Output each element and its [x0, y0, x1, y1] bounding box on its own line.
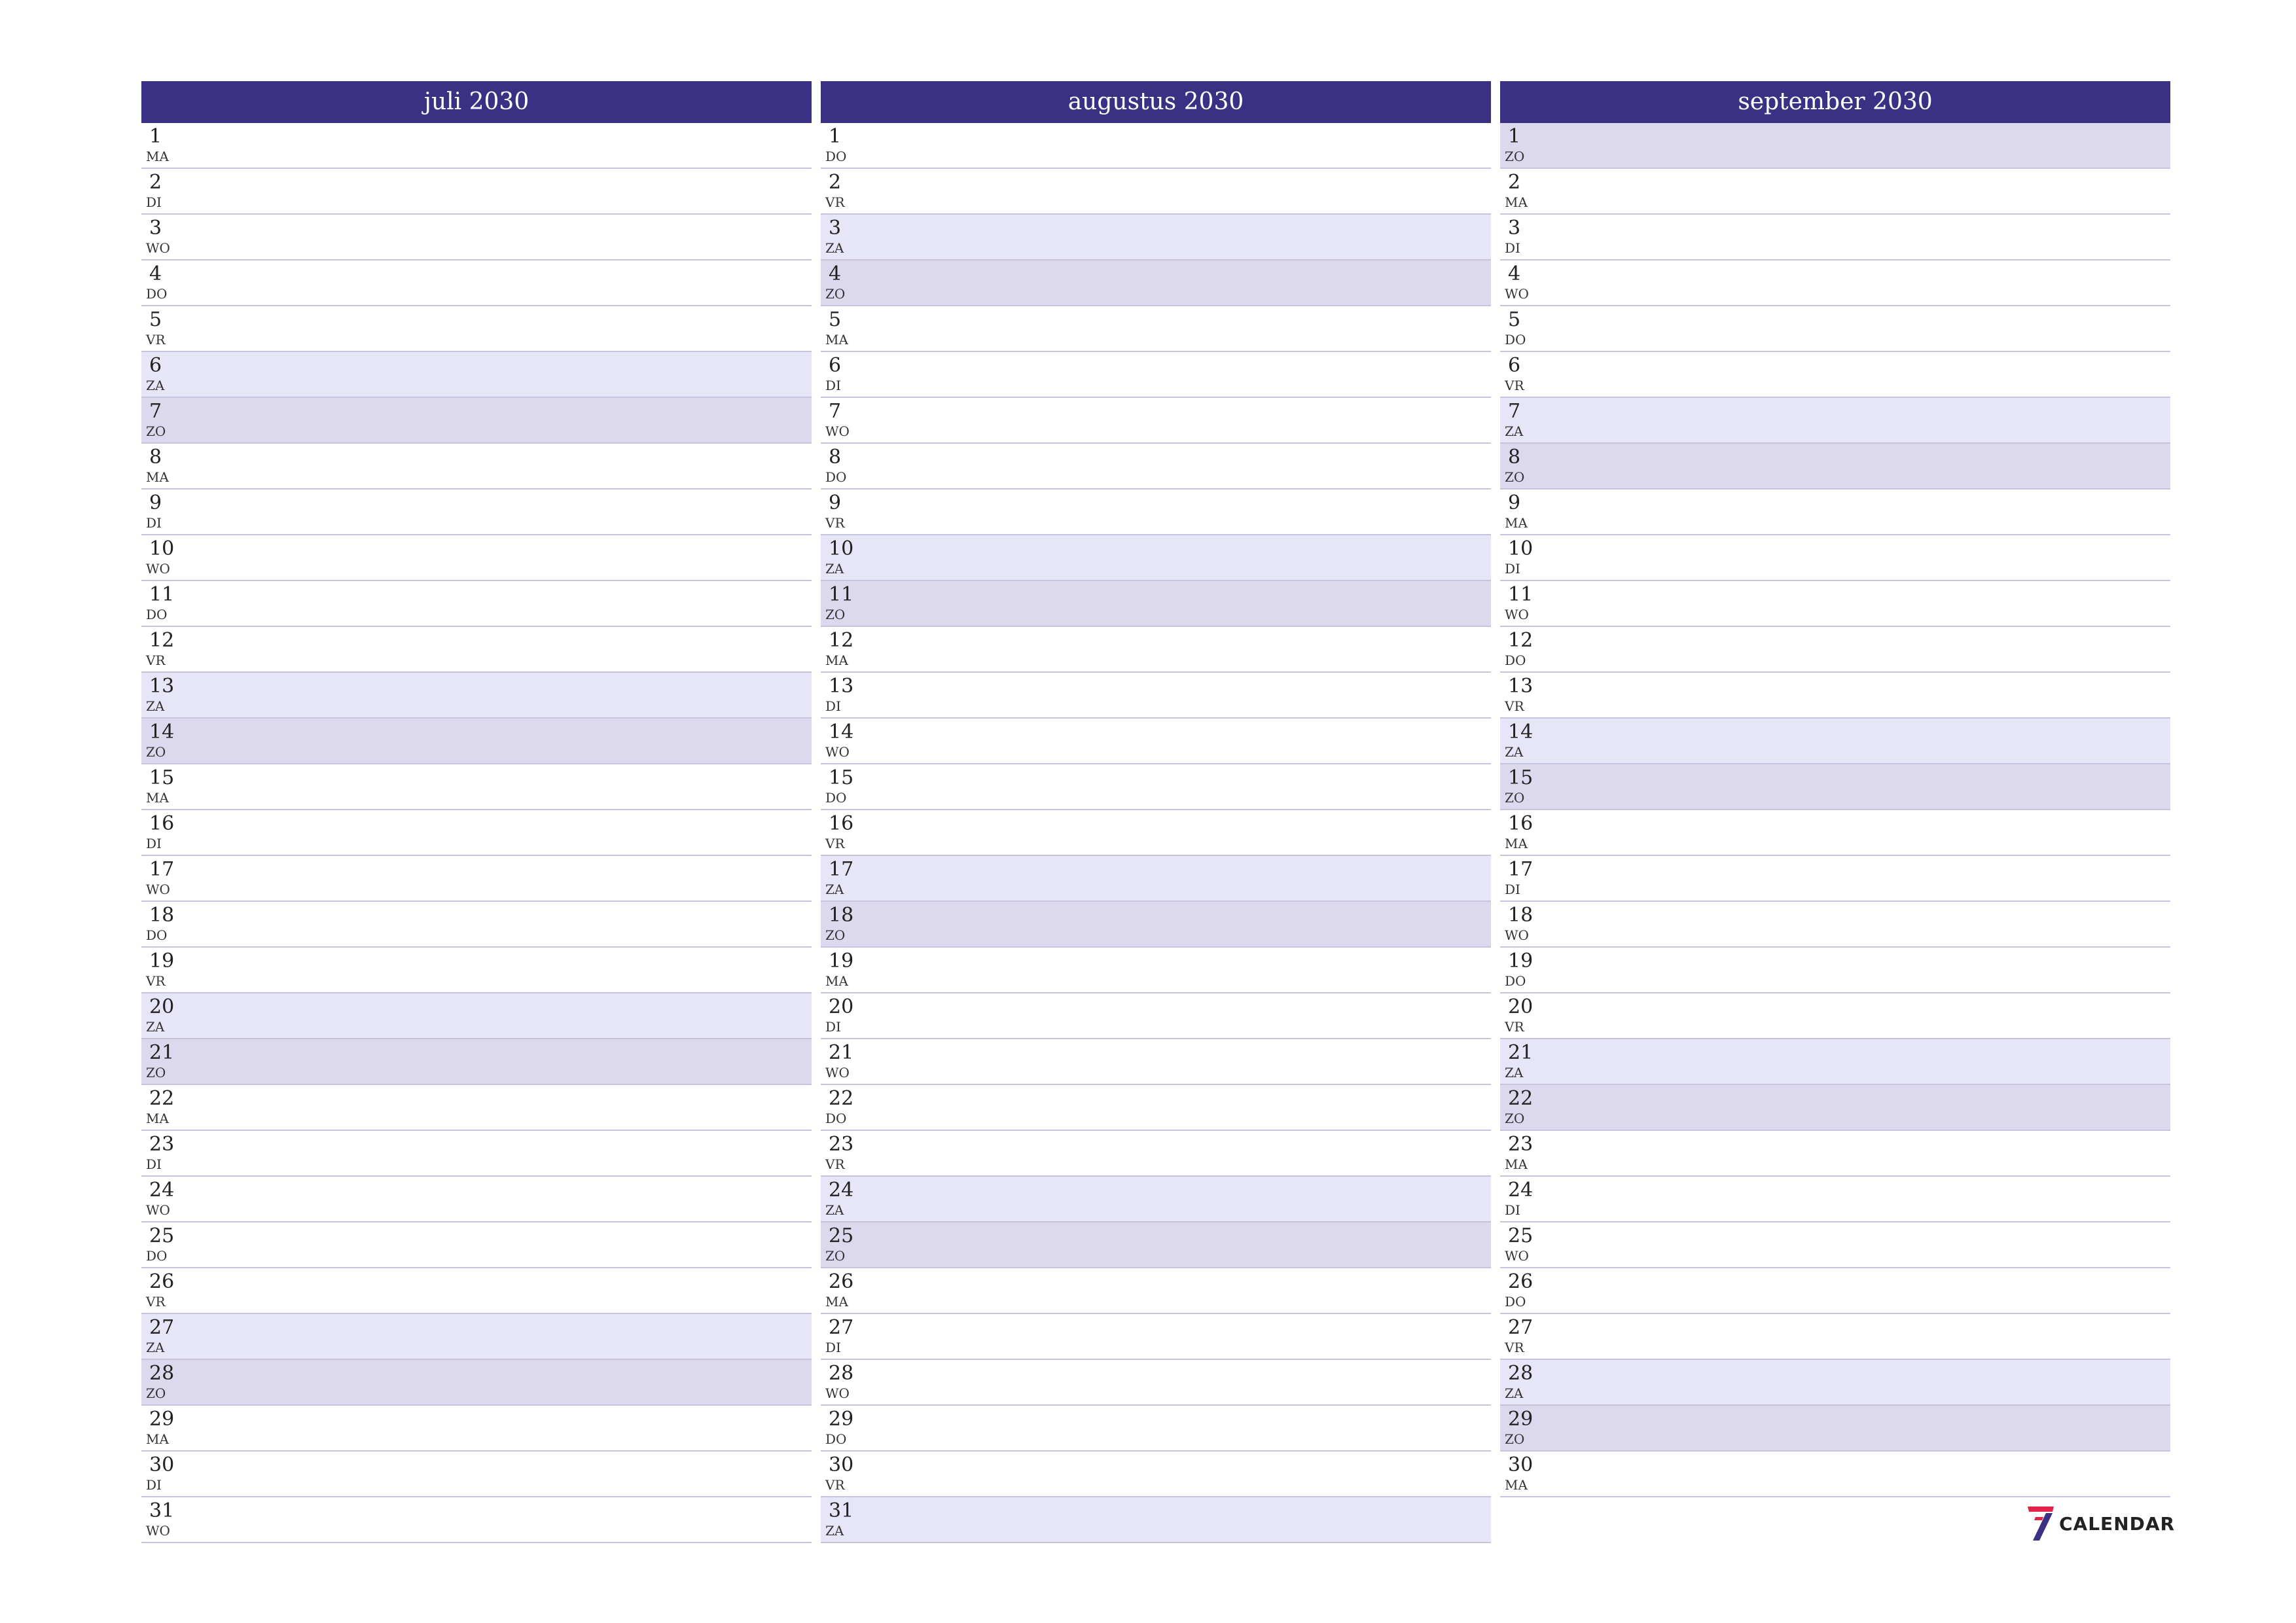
weekday-abbr: VR [146, 652, 166, 668]
day-row[interactable] [821, 1314, 1491, 1360]
day-row[interactable] [141, 444, 812, 490]
weekday-abbr: WO [825, 1385, 850, 1401]
day-row[interactable] [821, 398, 1491, 444]
day-number: 3 [829, 217, 842, 240]
day-number: 14 [149, 721, 175, 743]
day-number: 13 [829, 675, 854, 698]
day-number: 21 [149, 1041, 175, 1064]
weekday-abbr: WO [1505, 927, 1529, 943]
day-number: 27 [829, 1316, 854, 1339]
day-number: 8 [149, 446, 162, 469]
day-row[interactable] [1500, 1360, 2170, 1406]
weekday-abbr: ZO [146, 744, 166, 760]
weekday-abbr: ZA [1505, 1385, 1524, 1401]
day-row[interactable] [141, 764, 812, 810]
day-number: 26 [149, 1270, 175, 1293]
day-number: 13 [1508, 675, 1534, 698]
day-row[interactable] [821, 1497, 1491, 1543]
day-number: 18 [149, 904, 175, 927]
day-number: 1 [829, 125, 842, 148]
weekday-abbr: ZO [1505, 790, 1525, 806]
month-column-september [1500, 81, 2170, 1497]
weekday-abbr: ZA [825, 882, 844, 897]
day-number: 3 [149, 217, 162, 240]
day-number: 11 [1508, 583, 1534, 606]
day-number: 7 [829, 400, 842, 423]
day-row[interactable] [1500, 856, 2170, 902]
day-row[interactable] [141, 902, 812, 948]
day-row[interactable] [1500, 1131, 2170, 1177]
weekday-abbr: ZA [146, 378, 165, 393]
weekday-abbr: MA [146, 469, 169, 485]
day-number: 18 [1508, 904, 1534, 927]
weekday-abbr: ZA [146, 698, 165, 714]
day-number: 11 [149, 583, 175, 606]
weekday-abbr: ZO [825, 927, 846, 943]
day-row[interactable] [141, 719, 812, 764]
day-row[interactable] [141, 398, 812, 444]
weekday-abbr: DO [825, 790, 847, 806]
day-row[interactable] [1500, 764, 2170, 810]
day-number: 9 [1508, 491, 1521, 514]
day-number: 30 [149, 1454, 175, 1476]
weekday-abbr: VR [1505, 378, 1524, 393]
day-row[interactable] [1500, 1177, 2170, 1222]
day-number: 31 [829, 1499, 854, 1522]
day-number: 18 [829, 904, 854, 927]
day-row[interactable] [141, 306, 812, 352]
weekday-abbr: ZA [825, 240, 844, 256]
day-number: 24 [829, 1179, 854, 1202]
day-row[interactable] [141, 1497, 812, 1543]
day-number: 30 [1508, 1454, 1534, 1476]
day-row[interactable] [1500, 535, 2170, 581]
day-number: 4 [829, 262, 842, 285]
day-number: 27 [149, 1316, 175, 1339]
day-row[interactable] [1500, 993, 2170, 1039]
day-row[interactable] [1500, 352, 2170, 398]
day-row[interactable] [1500, 627, 2170, 673]
day-row[interactable] [1500, 490, 2170, 535]
day-number: 17 [829, 858, 854, 881]
weekday-abbr: ZO [1505, 469, 1525, 485]
day-row[interactable] [1500, 215, 2170, 260]
day-row[interactable] [821, 1222, 1491, 1268]
day-row[interactable] [821, 1268, 1491, 1314]
weekday-abbr: DI [146, 1156, 162, 1172]
day-number: 22 [1508, 1087, 1534, 1110]
weekday-abbr: DO [825, 1111, 847, 1126]
weekday-abbr: ZA [1505, 744, 1524, 760]
logo-text: CALENDAR [2059, 1512, 2176, 1535]
day-row[interactable] [141, 948, 812, 993]
day-row[interactable] [141, 856, 812, 902]
day-row[interactable] [821, 1452, 1491, 1497]
day-row[interactable] [141, 215, 812, 260]
day-number: 20 [829, 995, 854, 1018]
day-row[interactable] [1500, 398, 2170, 444]
weekday-abbr: DO [1505, 1294, 1526, 1310]
weekday-abbr: VR [825, 1156, 845, 1172]
day-number: 24 [149, 1179, 175, 1202]
weekday-abbr: VR [146, 1294, 166, 1310]
day-number: 1 [1508, 125, 1521, 148]
weekday-abbr: DO [825, 469, 847, 485]
day-row[interactable] [141, 352, 812, 398]
day-number: 30 [829, 1454, 854, 1476]
weekday-abbr: ZO [825, 607, 846, 622]
day-number: 6 [1508, 354, 1521, 377]
weekday-abbr: MA [146, 790, 169, 806]
weekday-abbr: WO [146, 561, 170, 577]
day-row[interactable] [141, 1131, 812, 1177]
day-row[interactable] [141, 1406, 812, 1452]
day-number: 2 [1508, 171, 1521, 194]
weekday-abbr: DI [146, 836, 162, 851]
day-number: 25 [1508, 1224, 1534, 1247]
day-number: 10 [149, 537, 175, 560]
weekday-abbr: ZO [146, 1385, 166, 1401]
day-number: 3 [1508, 217, 1521, 240]
weekday-abbr: ZO [825, 1248, 846, 1264]
day-row[interactable] [1500, 1314, 2170, 1360]
weekday-abbr: WO [1505, 607, 1529, 622]
weekday-abbr: DO [1505, 652, 1526, 668]
weekday-abbr: VR [825, 515, 845, 531]
day-number: 29 [1508, 1408, 1534, 1431]
weekday-abbr: ZA [146, 1019, 165, 1035]
weekday-abbr: MA [825, 1294, 848, 1310]
month-column-juli [141, 81, 812, 1543]
day-number: 7 [149, 400, 162, 423]
weekday-abbr: ZA [825, 1202, 844, 1218]
day-row[interactable] [141, 1360, 812, 1406]
weekday-abbr: DO [1505, 332, 1526, 348]
day-number: 29 [829, 1408, 854, 1431]
day-number: 6 [149, 354, 162, 377]
day-row[interactable] [821, 581, 1491, 627]
day-row[interactable] [821, 352, 1491, 398]
day-number: 16 [829, 812, 854, 835]
weekday-abbr: DI [146, 194, 162, 210]
day-row[interactable] [821, 1131, 1491, 1177]
day-number: 6 [829, 354, 842, 377]
day-list [141, 123, 812, 1543]
day-number: 12 [1508, 629, 1534, 652]
weekday-abbr: WO [1505, 286, 1529, 302]
day-row[interactable] [1500, 1039, 2170, 1085]
weekday-abbr: WO [146, 1202, 170, 1218]
day-row[interactable] [1500, 1452, 2170, 1497]
weekday-abbr: WO [146, 240, 170, 256]
day-number: 20 [1508, 995, 1534, 1018]
weekday-abbr: VR [1505, 1340, 1524, 1355]
day-number: 19 [1508, 950, 1534, 972]
day-number: 22 [829, 1087, 854, 1110]
weekday-abbr: ZO [1505, 1111, 1525, 1126]
weekday-abbr: MA [1505, 1156, 1528, 1172]
day-number: 16 [1508, 812, 1534, 835]
day-number: 1 [149, 125, 162, 148]
day-row[interactable] [141, 1268, 812, 1314]
day-row[interactable] [821, 260, 1491, 306]
seven-logo-icon [2026, 1505, 2055, 1542]
weekday-abbr: DO [825, 1431, 847, 1447]
weekday-abbr: MA [825, 652, 848, 668]
weekday-abbr: DO [146, 927, 168, 943]
day-list [821, 123, 1491, 1543]
day-row[interactable] [821, 1177, 1491, 1222]
weekday-abbr: WO [825, 423, 850, 439]
day-row[interactable] [141, 810, 812, 856]
day-row[interactable] [821, 1085, 1491, 1131]
weekday-abbr: ZA [825, 561, 844, 577]
month-header: augustus 2030 [821, 81, 1491, 123]
weekday-abbr: ZA [146, 1340, 165, 1355]
weekday-abbr: ZA [1505, 1065, 1524, 1080]
day-number: 21 [1508, 1041, 1534, 1064]
day-number: 12 [829, 629, 854, 652]
day-number: 28 [149, 1362, 175, 1385]
weekday-abbr: VR [825, 836, 845, 851]
day-row[interactable] [821, 627, 1491, 673]
day-row[interactable] [1500, 1085, 2170, 1131]
weekday-abbr: MA [1505, 194, 1528, 210]
weekday-abbr: VR [825, 194, 845, 210]
weekday-abbr: MA [825, 332, 848, 348]
brand-logo [2026, 1504, 2176, 1543]
weekday-abbr: DI [1505, 240, 1520, 256]
month-header: september 2030 [1500, 81, 2170, 123]
day-row[interactable] [1500, 1268, 2170, 1314]
day-row[interactable] [821, 1360, 1491, 1406]
day-list [1500, 123, 2170, 1497]
month-column-augustus [821, 81, 1491, 1543]
day-row[interactable] [1500, 306, 2170, 352]
weekday-abbr: DI [825, 1340, 841, 1355]
day-number: 15 [829, 766, 854, 789]
weekday-abbr: WO [825, 1065, 850, 1080]
day-row[interactable] [1500, 123, 2170, 169]
day-row[interactable] [141, 490, 812, 535]
weekday-abbr: VR [1505, 1019, 1524, 1035]
weekday-abbr: ZA [825, 1523, 844, 1539]
day-number: 23 [149, 1133, 175, 1156]
day-row[interactable] [141, 1085, 812, 1131]
weekday-abbr: VR [146, 332, 166, 348]
day-row[interactable] [141, 1039, 812, 1085]
day-row[interactable] [821, 993, 1491, 1039]
day-number: 26 [829, 1270, 854, 1293]
day-row[interactable] [1500, 169, 2170, 215]
day-number: 21 [829, 1041, 854, 1064]
day-number: 27 [1508, 1316, 1534, 1339]
day-row[interactable] [821, 444, 1491, 490]
day-number: 25 [149, 1224, 175, 1247]
day-number: 8 [829, 446, 842, 469]
day-number: 23 [829, 1133, 854, 1156]
weekday-abbr: MA [825, 973, 848, 989]
day-row[interactable] [821, 123, 1491, 169]
day-number: 16 [149, 812, 175, 835]
day-number: 10 [1508, 537, 1534, 560]
day-row[interactable] [1500, 810, 2170, 856]
weekday-abbr: ZO [146, 1065, 166, 1080]
day-row[interactable] [821, 306, 1491, 352]
weekday-abbr: DO [146, 1248, 168, 1264]
day-number: 15 [1508, 766, 1534, 789]
weekday-abbr: DI [825, 1019, 841, 1035]
day-row[interactable] [141, 1314, 812, 1360]
day-row[interactable] [821, 719, 1491, 764]
weekday-abbr: MA [146, 1431, 169, 1447]
day-number: 10 [829, 537, 854, 560]
weekday-abbr: MA [1505, 836, 1528, 851]
day-row[interactable] [141, 169, 812, 215]
weekday-abbr: DO [1505, 973, 1526, 989]
weekday-abbr: DI [825, 698, 841, 714]
day-row[interactable] [141, 581, 812, 627]
day-row[interactable] [821, 1406, 1491, 1452]
day-number: 9 [829, 491, 842, 514]
day-row[interactable] [141, 1452, 812, 1497]
day-number: 2 [149, 171, 162, 194]
day-number: 29 [149, 1408, 175, 1431]
day-row[interactable] [1500, 719, 2170, 764]
day-number: 13 [149, 675, 175, 698]
day-number: 2 [829, 171, 842, 194]
weekday-abbr: DO [146, 286, 168, 302]
day-number: 14 [1508, 721, 1534, 743]
month-header: juli 2030 [141, 81, 812, 123]
weekday-abbr: DI [825, 378, 841, 393]
day-row[interactable] [821, 215, 1491, 260]
day-number: 26 [1508, 1270, 1534, 1293]
day-number: 5 [149, 308, 162, 331]
day-number: 28 [1508, 1362, 1534, 1385]
weekday-abbr: DI [146, 515, 162, 531]
day-row[interactable] [821, 764, 1491, 810]
day-number: 25 [829, 1224, 854, 1247]
day-number: 17 [1508, 858, 1534, 881]
day-number: 17 [149, 858, 175, 881]
day-number: 31 [149, 1499, 175, 1522]
day-number: 19 [829, 950, 854, 972]
day-row[interactable] [1500, 581, 2170, 627]
weekday-abbr: VR [1505, 698, 1524, 714]
day-number: 19 [149, 950, 175, 972]
day-row[interactable] [1500, 902, 2170, 948]
day-row[interactable] [1500, 1222, 2170, 1268]
day-number: 4 [149, 262, 162, 285]
day-number: 22 [149, 1087, 175, 1110]
day-row[interactable] [821, 902, 1491, 948]
day-row[interactable] [821, 673, 1491, 719]
day-row[interactable] [821, 169, 1491, 215]
day-row[interactable] [141, 1177, 812, 1222]
weekday-abbr: MA [146, 149, 169, 164]
day-number: 7 [1508, 400, 1521, 423]
weekday-abbr: VR [825, 1477, 845, 1493]
weekday-abbr: WO [1505, 1248, 1529, 1264]
day-row[interactable] [141, 123, 812, 169]
weekday-abbr: MA [146, 1111, 169, 1126]
weekday-abbr: ZA [1505, 423, 1524, 439]
weekday-abbr: DI [1505, 561, 1520, 577]
weekday-abbr: ZO [1505, 1431, 1525, 1447]
day-number: 5 [829, 308, 842, 331]
weekday-abbr: WO [825, 744, 850, 760]
day-row[interactable] [1500, 444, 2170, 490]
weekday-abbr: VR [146, 973, 166, 989]
day-row[interactable] [821, 810, 1491, 856]
day-number: 24 [1508, 1179, 1534, 1202]
day-row[interactable] [141, 1222, 812, 1268]
day-row[interactable] [821, 948, 1491, 993]
weekday-abbr: WO [146, 882, 170, 897]
day-number: 12 [149, 629, 175, 652]
day-number: 5 [1508, 308, 1521, 331]
day-row[interactable] [141, 535, 812, 581]
weekday-abbr: DI [1505, 882, 1520, 897]
day-row[interactable] [141, 993, 812, 1039]
day-row[interactable] [141, 627, 812, 673]
day-row[interactable] [1500, 260, 2170, 306]
day-row[interactable] [821, 856, 1491, 902]
weekday-abbr: ZO [1505, 149, 1525, 164]
weekday-abbr: MA [1505, 515, 1528, 531]
weekday-abbr: DO [825, 149, 847, 164]
weekday-abbr: ZO [146, 423, 166, 439]
day-number: 20 [149, 995, 175, 1018]
day-number: 15 [149, 766, 175, 789]
weekday-abbr: DI [1505, 1202, 1520, 1218]
day-number: 28 [829, 1362, 854, 1385]
day-row[interactable] [1500, 948, 2170, 993]
day-row[interactable] [821, 1039, 1491, 1085]
day-number: 11 [829, 583, 854, 606]
day-number: 8 [1508, 446, 1521, 469]
weekday-abbr: WO [146, 1523, 170, 1539]
day-row[interactable] [821, 490, 1491, 535]
day-row[interactable] [1500, 673, 2170, 719]
day-number: 9 [149, 491, 162, 514]
day-number: 14 [829, 721, 854, 743]
day-row[interactable] [141, 673, 812, 719]
day-number: 23 [1508, 1133, 1534, 1156]
weekday-abbr: DO [146, 607, 168, 622]
weekday-abbr: DI [146, 1477, 162, 1493]
day-row[interactable] [1500, 1406, 2170, 1452]
day-row[interactable] [821, 535, 1491, 581]
day-row[interactable] [141, 260, 812, 306]
weekday-abbr: ZO [825, 286, 846, 302]
day-number: 4 [1508, 262, 1521, 285]
weekday-abbr: MA [1505, 1477, 1528, 1493]
